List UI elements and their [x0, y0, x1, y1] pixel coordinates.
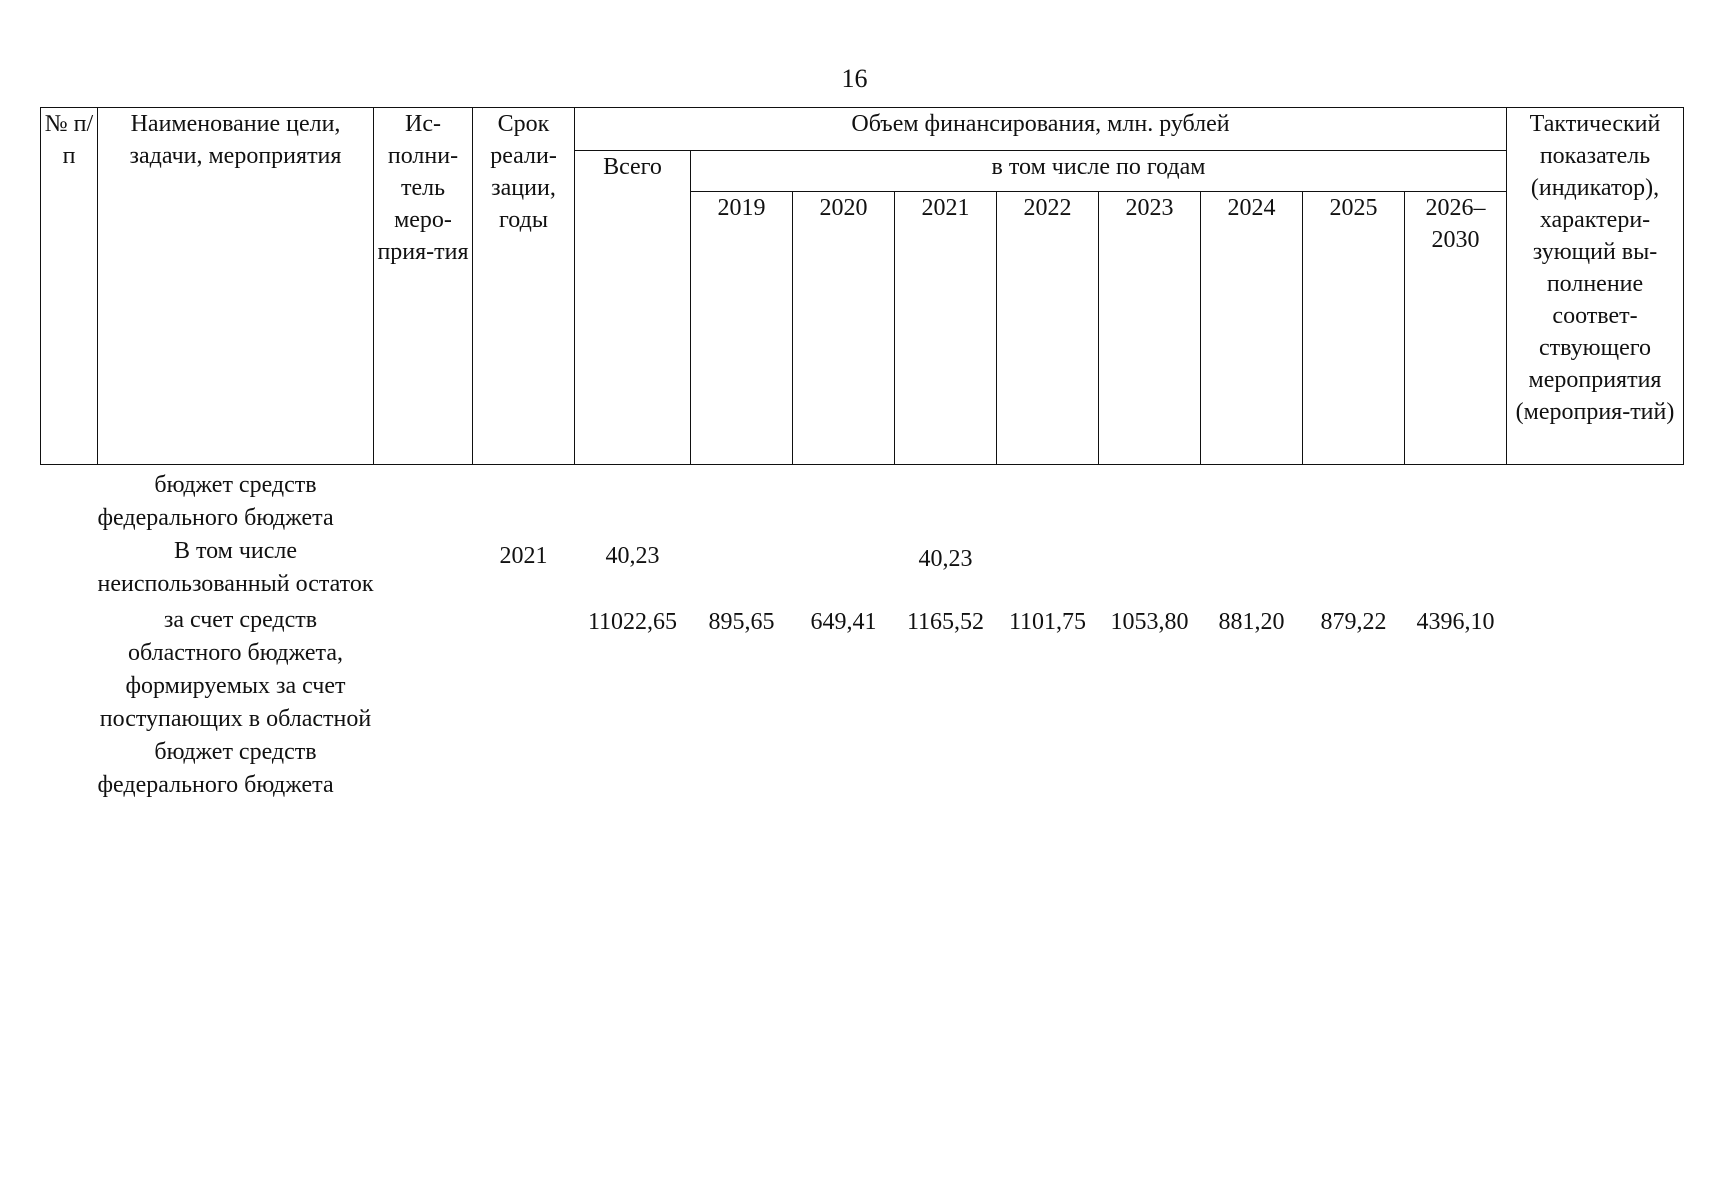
header-term: Срок реали-зации, годы: [473, 108, 575, 465]
row-year-2019: 895,65: [708, 609, 775, 635]
row-year-2023: [1099, 535, 1201, 601]
row-year-2019: [691, 535, 793, 601]
row-year-2024: 881,20: [1218, 609, 1285, 635]
row-year-2020: [793, 465, 895, 536]
row-executor: [374, 601, 473, 802]
row-year-2022: [997, 465, 1099, 536]
row-name: бюджет средств федерального бюджета: [97, 472, 334, 531]
row-year-2020: 649,41: [810, 609, 877, 635]
row-number-cell: [41, 535, 98, 601]
table-body: [41, 465, 1684, 803]
financing-table: [40, 107, 1684, 802]
row-executor: [374, 535, 473, 601]
row-year-2020: [793, 535, 895, 601]
row-year-2023: [1099, 465, 1201, 536]
row-year-2024: [1201, 535, 1303, 601]
row-term: [473, 601, 575, 802]
row-term: [473, 465, 575, 536]
table-header: [41, 108, 1684, 465]
row-year-2023: 1053,80: [1110, 609, 1189, 635]
header-name: Наименование цели, задачи, мероприятия: [98, 108, 374, 465]
table-row: [41, 601, 1684, 802]
table-row: [41, 535, 1684, 601]
row-number-cell: [41, 465, 98, 536]
row-name: В том числе неиспользованный остаток: [97, 538, 374, 597]
header-financing-volume: Объем финансирования, млн. рублей: [575, 108, 1507, 151]
row-total: 11022,65: [587, 609, 678, 635]
row-number-cell: [41, 601, 98, 802]
row-indicator: [1507, 465, 1684, 536]
row-year-2021: 1165,52: [906, 609, 985, 635]
header-year-2026-2030: 2026–2030: [1405, 192, 1507, 465]
header-by-years: в том числе по годам: [691, 151, 1507, 192]
row-total: [575, 465, 691, 536]
header-executor: Ис-полни-тель меро-прия-тия: [374, 108, 473, 465]
header-year-2020: 2020: [793, 192, 895, 465]
row-term: 2021: [499, 543, 548, 569]
header-year-2022: 2022: [997, 192, 1099, 465]
row-year-2022: [997, 535, 1099, 601]
table-row: [41, 465, 1684, 536]
row-year-2025: [1303, 465, 1405, 536]
row-year-2026-2030: 4396,10: [1416, 609, 1495, 635]
row-total: 40,23: [605, 543, 660, 569]
row-name: за счет средств областного бюджета, формируемых за счет поступающих в областной бюджет средств федерального бюджета: [97, 607, 372, 798]
row-year-2025: 879,22: [1320, 609, 1387, 635]
header-year-2024: 2024: [1201, 192, 1303, 465]
row-indicator: [1507, 535, 1684, 601]
row-year-2026-2030: [1405, 535, 1507, 601]
row-executor: [374, 465, 473, 536]
row-year-2025: [1303, 535, 1405, 601]
row-year-2019: [691, 465, 793, 536]
header-total: Всего: [575, 151, 691, 465]
row-year-2026-2030: [1405, 465, 1507, 536]
header-year-2023: 2023: [1099, 192, 1201, 465]
row-year-2021: 40,23: [918, 546, 973, 572]
header-number: № п/п: [41, 108, 98, 465]
header-indicator: Тактический показатель (индикатор), характери-зующий вы-полнение соответ-ствующего мероприятия (мероприя-тий): [1507, 108, 1684, 465]
row-indicator: [1507, 601, 1684, 802]
header-year-2019: 2019: [691, 192, 793, 465]
header-year-2025: 2025: [1303, 192, 1405, 465]
row-year-2024: [1201, 465, 1303, 536]
row-year-2022: 1101,75: [1008, 609, 1087, 635]
row-year-2021: [895, 465, 997, 536]
page-number: 16: [841, 64, 868, 93]
header-year-2021: 2021: [895, 192, 997, 465]
